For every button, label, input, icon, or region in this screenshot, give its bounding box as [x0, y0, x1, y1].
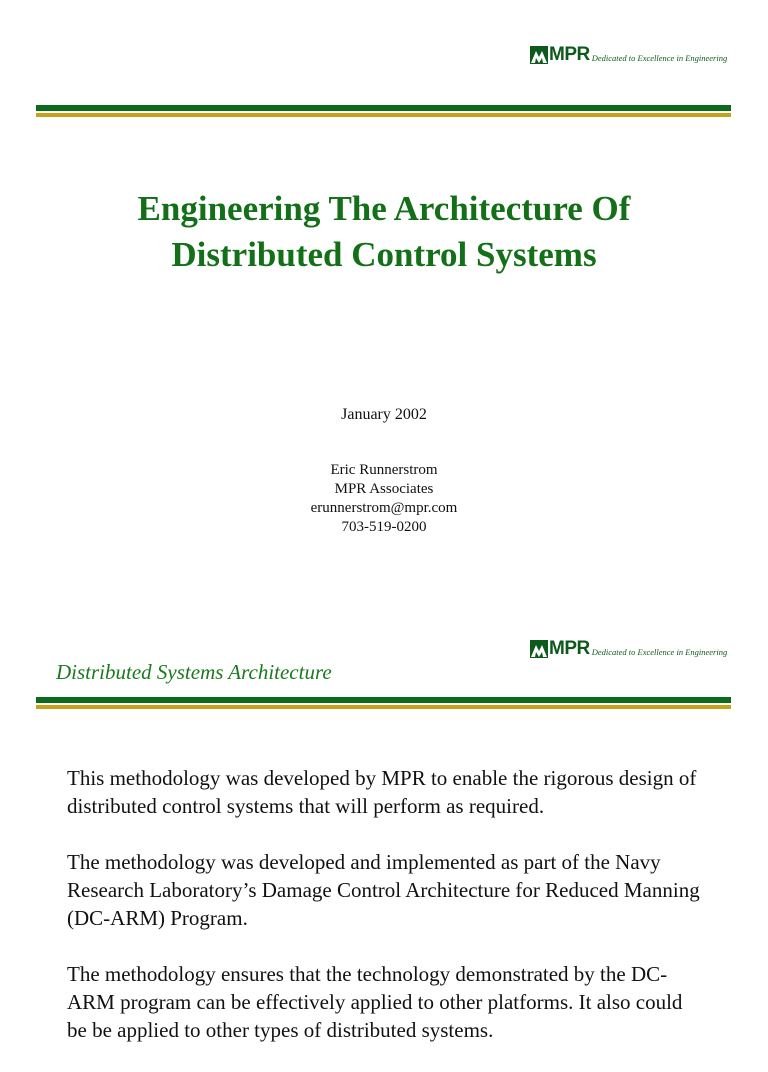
body-text: [67, 764, 707, 1072]
paragraph: The methodology was developed and implemented as part of the Navy Research Laboratory’s Damage Control Architecture for Reduced Manning (DC-ARM) Program.: [67, 850, 700, 930]
paragraph: This methodology was developed by MPR to enable the rigorous design of distributed control systems that will perform as required.: [67, 766, 697, 818]
logo-tagline: Dedicated to Excellence in Engineering: [591, 647, 728, 657]
header-rule: [36, 105, 731, 117]
document-title: [0, 186, 768, 278]
mpr-logo: [530, 42, 727, 64]
logo-tagline: Dedicated to Excellence in Engineering: [591, 53, 728, 63]
author-contact-block: [0, 461, 768, 537]
title-line-1: Engineering The Architecture Of: [137, 189, 631, 228]
author-phone: 703-519-0200: [341, 519, 427, 535]
logo-text: MPR: [549, 638, 590, 659]
author-name: Eric Runnerstrom: [330, 462, 438, 478]
mpr-logo-mark-icon: [530, 640, 548, 658]
section-title: Distributed Systems Architecture: [56, 660, 332, 684]
title-line-2: Distributed Control Systems: [171, 235, 597, 274]
author-email: erunnerstrom@mpr.com: [310, 500, 458, 516]
document-date: January 2002: [341, 406, 427, 423]
logo-text: MPR: [549, 44, 590, 65]
mpr-logo-mark-icon: [530, 46, 548, 64]
paragraph: The methodology ensures that the technology demonstrated by the DC-ARM program can be effectively applied to other platforms. It also could be be applied to other types of distributed systems.: [67, 962, 683, 1042]
author-company: MPR Associates: [334, 481, 434, 497]
mpr-logo-slide2: [530, 636, 727, 658]
section-rule: [36, 697, 731, 709]
